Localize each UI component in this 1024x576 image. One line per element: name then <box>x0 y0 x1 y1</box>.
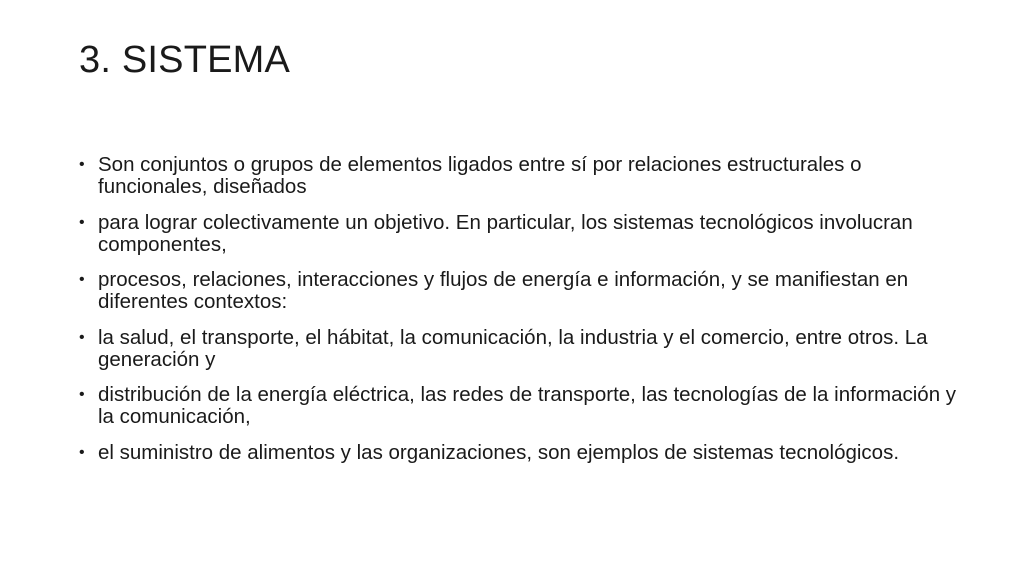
bullet-text: la salud, el transporte, el hábitat, la comunicación, la industria y el comercio, entre otros. La generación y <box>98 325 928 371</box>
bullet-text: distribución de la energía eléctrica, las redes de transporte, las tecnologías de la información y la comunicación, <box>98 383 957 428</box>
bullet-dot-icon: • <box>79 156 85 173</box>
slide-title: 3. SISTEMA <box>79 39 291 81</box>
bullet-item <box>79 442 959 464</box>
bullet-dot-icon: • <box>79 328 85 346</box>
bullet-item <box>79 384 959 428</box>
bullet-list <box>79 154 959 477</box>
bullet-text: Son conjuntos o grupos de elementos ligados entre sí por relaciones estructurales o funcionales, diseñados <box>98 153 862 198</box>
bullet-item <box>79 212 959 256</box>
bullet-dot-icon: • <box>79 386 85 403</box>
bullet-item <box>79 269 959 313</box>
bullet-dot-icon: • <box>79 213 85 231</box>
bullet-text: para lograr colectivamente un objetivo. En particular, los sistemas tecnológicos involucran componentes, <box>98 210 913 256</box>
bullet-item <box>79 154 959 198</box>
bullet-text: procesos, relaciones, interacciones y flujos de energía e información, y se manifiestan en diferentes contextos: <box>98 268 909 313</box>
bullet-dot-icon: • <box>79 271 85 288</box>
bullet-dot-icon: • <box>79 443 85 461</box>
bullet-item <box>79 327 959 371</box>
bullet-text: el suministro de alimentos y las organizaciones, son ejemplos de sistemas tecnológicos. <box>98 440 900 464</box>
